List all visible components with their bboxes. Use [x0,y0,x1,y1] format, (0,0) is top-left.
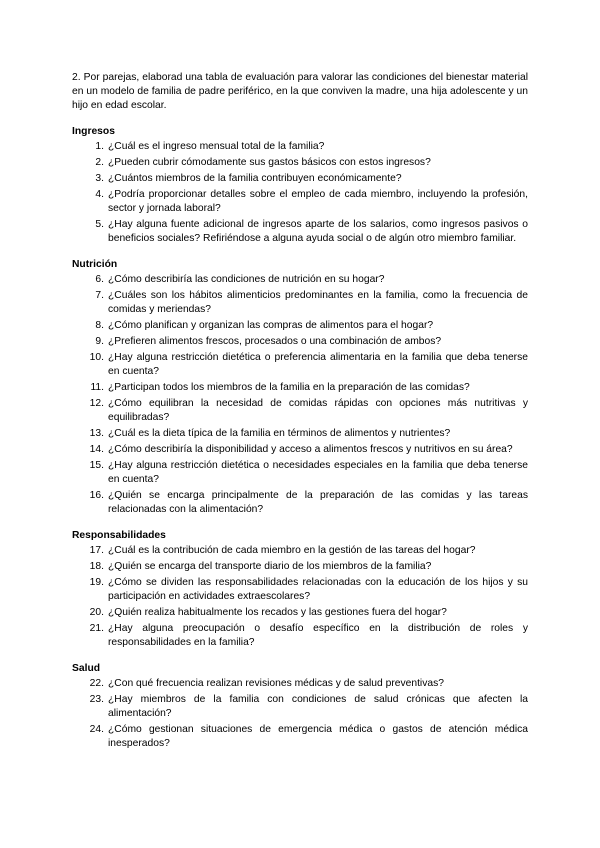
list-item [72,677,528,691]
item-number: 12. [89,398,104,409]
section-heading: Salud [72,663,101,674]
list-item [72,156,528,170]
item-number: 5. [95,219,104,230]
question-list [72,273,528,517]
list-item [72,397,528,425]
section-heading: Responsabilidades [72,530,166,541]
item-number: 4. [95,189,104,200]
item-number: 15. [89,460,104,471]
item-text: ¿Cómo equilibran la necesidad de comidas rápidas con opciones más nutritivas y equilibradas? [108,398,528,423]
list-item [72,427,528,441]
intro-paragraph: 2. Por parejas, elaborad una tabla de evaluación para valorar las condiciones del bienestar material en un modelo de familia de padre periférico, en la que conviven la madre, una hija adolescente y un hijo en edad escolar. [72,72,528,111]
section-responsabilidades [72,529,528,650]
item-text: ¿Cuál es la dieta típica de la familia en términos de alimentos y nutrientes? [108,428,451,439]
item-number: 11. [90,382,104,393]
item-text: ¿Hay alguna preocupación o desafío específico en la distribución de roles y responsabilidades en la familia? [108,623,528,648]
list-item [72,723,528,751]
item-text: ¿Quién se encarga del transporte diario de los miembros de la familia? [108,561,432,572]
item-text: ¿Cómo se dividen las responsabilidades relacionadas con la educación de los hijos y su participación en actividades extraescolares? [108,577,528,602]
list-item [72,544,528,558]
question-list [72,677,528,751]
item-text: ¿Hay alguna restricción dietética o necesidades especiales en la familia que deba tenerse en cuenta? [108,460,528,485]
item-text: ¿Podría proporcionar detalles sobre el empleo de cada miembro, incluyendo la profesión, sector y jornada laboral? [108,189,528,214]
item-text: ¿Prefieren alimentos frescos, procesados o una combinación de ambos? [108,336,442,347]
section-ingresos [72,125,528,246]
item-text: ¿Cómo planifican y organizan las compras de alimentos para el hogar? [108,320,434,331]
list-item [72,443,528,457]
list-item [72,172,528,186]
item-text: ¿Quién realiza habitualmente los recados y las gestiones fuera del hogar? [108,607,447,618]
item-number: 18. [89,561,104,572]
list-item [72,606,528,620]
item-number: 3. [95,173,104,184]
item-text: ¿Cuáles son los hábitos alimenticios predominantes en la familia, como la frecuencia de comidas y meriendas? [108,290,528,315]
item-number: 2. [95,157,104,168]
section-heading: Ingresos [72,126,115,137]
question-list [72,140,528,246]
list-item [72,622,528,650]
item-number: 23. [89,694,104,705]
item-text: ¿Pueden cubrir cómodamente sus gastos básicos con estos ingresos? [108,157,431,168]
item-text: ¿Con qué frecuencia realizan revisiones médicas y de salud preventivas? [108,678,444,689]
list-item [72,335,528,349]
item-number: 21. [89,623,104,634]
item-number: 22. [89,678,104,689]
item-number: 9. [95,336,104,347]
list-item [72,381,528,395]
item-text: ¿Cómo describiría la disponibilidad y acceso a alimentos frescos y nutritivos en su área? [108,444,513,455]
item-number: 19. [89,577,104,588]
item-text: ¿Hay alguna fuente adicional de ingresos aparte de los salarios, como ingresos pasivos o beneficios sociales? Refiriéndose a alguna ayuda social o de algún otro miembro familiar. [108,219,528,244]
question-list [72,544,528,650]
list-item [72,560,528,574]
item-number: 8. [95,320,104,331]
list-item [72,459,528,487]
list-item [72,289,528,317]
item-number: 14. [89,444,104,455]
item-number: 10. [89,352,104,363]
item-text: ¿Participan todos los miembros de la familia en la preparación de las comidas? [108,382,470,393]
list-item [72,489,528,517]
item-number: 16. [89,490,104,501]
list-item [72,188,528,216]
list-item [72,273,528,287]
item-number: 20. [89,607,104,618]
list-item [72,140,528,154]
item-number: 7. [95,290,104,301]
document-page [72,71,528,763]
item-number: 13. [89,428,104,439]
item-text: ¿Hay miembros de la familia con condiciones de salud crónicas que afecten la alimentación? [108,694,528,719]
item-text: ¿Cómo describiría las condiciones de nutrición en su hogar? [108,274,385,285]
list-item [72,218,528,246]
item-text: ¿Cuál es la contribución de cada miembro en la gestión de las tareas del hogar? [108,545,476,556]
item-text: ¿Cómo gestionan situaciones de emergencia médica o gastos de atención médica inesperados? [108,724,528,749]
item-number: 17. [89,545,104,556]
list-item [72,319,528,333]
item-number: 24. [89,724,104,735]
item-text: ¿Hay alguna restricción dietética o preferencia alimentaria en la familia que deba tenerse en cuenta? [108,352,528,377]
item-number: 1. [95,141,104,152]
item-text: ¿Cuántos miembros de la familia contribuyen económicamente? [108,173,402,184]
item-text: ¿Quién se encarga principalmente de la preparación de las comidas y las tareas relacionadas con la alimentación? [108,490,528,515]
sections-container [72,125,528,751]
list-item [72,351,528,379]
item-number: 6. [95,274,104,285]
section-salud [72,662,528,751]
list-item [72,576,528,604]
section-heading: Nutrición [72,259,118,270]
list-item [72,693,528,721]
item-text: ¿Cuál es el ingreso mensual total de la familia? [108,141,325,152]
section-nutrición [72,258,528,517]
